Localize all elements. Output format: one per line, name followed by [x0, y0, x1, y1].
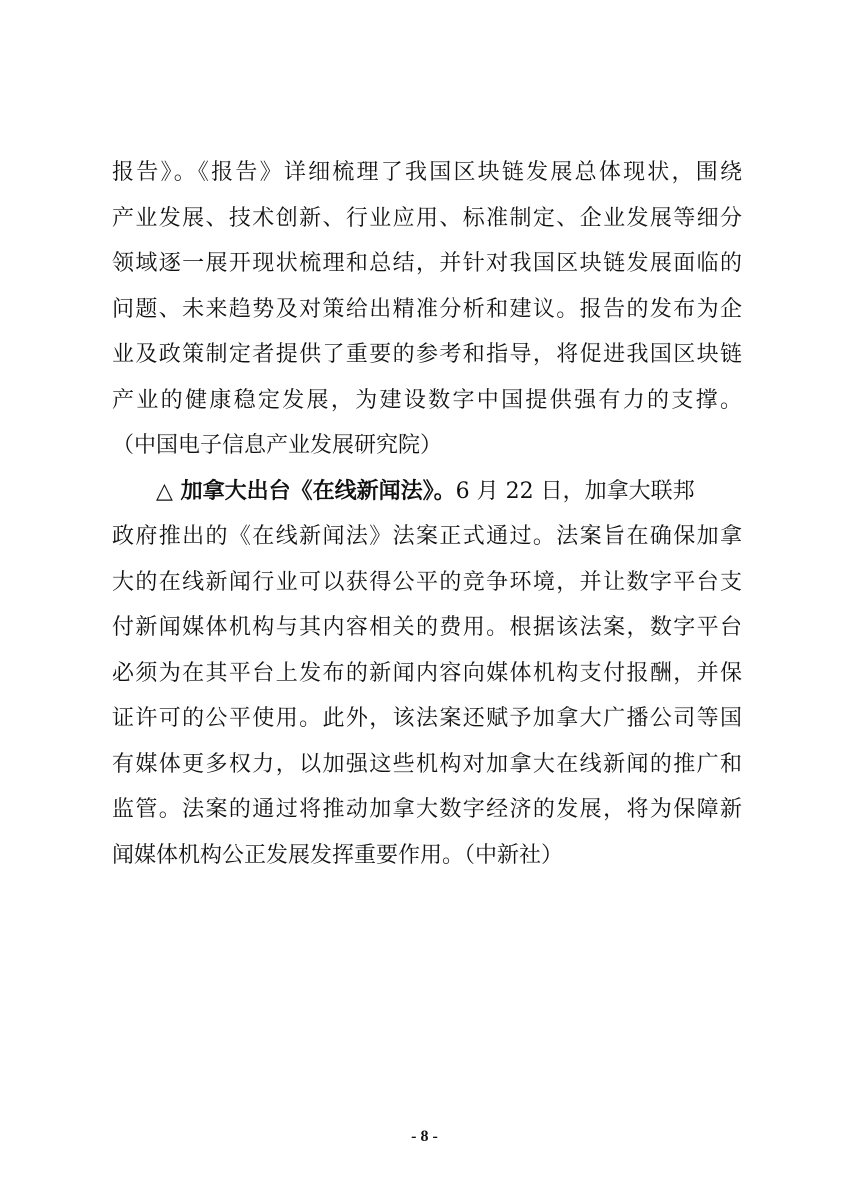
- text-line: 产业的健康稳定发展，为建设数字中国提供强有力的支撑。: [112, 387, 742, 413]
- paragraph-canada-online-news-act: [112, 469, 742, 879]
- text-line: 监管。法案的通过将推动加拿大数字经济的发展，将为保障新: [112, 797, 742, 822]
- source-attribution: （中国电子信息产业发展研究院）: [112, 433, 443, 458]
- heading-continuation: 6 月 22 日，加拿大联邦: [455, 478, 695, 504]
- text-line: 产业发展、技术创新、行业应用、标准制定、企业发展等细分: [112, 205, 742, 231]
- text-line: 付新闻媒体机构与其内容相关的费用。根据该法案，数字平台: [112, 615, 742, 640]
- text-line: 有媒体更多权力，以加强这些机构对加拿大在线新闻的推广和: [112, 751, 742, 777]
- text-line: 闻媒体机构公正发展发挥重要作用。（中新社）: [112, 842, 564, 868]
- paragraph-first-line: [112, 469, 742, 515]
- text-line: 业及政策制定者提供了重要的参考和指导，将促进我国区块链: [112, 342, 742, 367]
- text-line: 领域逐一展开现状梳理和总结，并针对我国区块链发展面临的: [112, 251, 742, 276]
- text-line: 必须为在其平台上发布的新闻内容向媒体机构支付报酬，并保: [112, 660, 742, 686]
- news-heading: △ 加拿大出台《在线新闻法》。: [156, 477, 456, 504]
- text-line: 大的在线新闻行业可以获得公平的竞争环境，并让数字平台支: [112, 569, 742, 595]
- page-number: - 8 -: [411, 1128, 438, 1145]
- text-line: 报告》。《报告》详细梳理了我国区块链发展总体现状，围绕: [112, 160, 742, 185]
- text-line: 证许可的公平使用。此外，该法案还赋予加拿大广播公司等国: [112, 706, 742, 731]
- text-line: 政府推出的《在线新闻法》法案正式通过。法案旨在确保加拿: [112, 524, 742, 549]
- paragraph-blockchain-report: [112, 150, 742, 469]
- text-line: 问题、未来趋势及对策给出精准分析和建议。报告的发布为企: [112, 296, 742, 322]
- body-text: [112, 150, 742, 878]
